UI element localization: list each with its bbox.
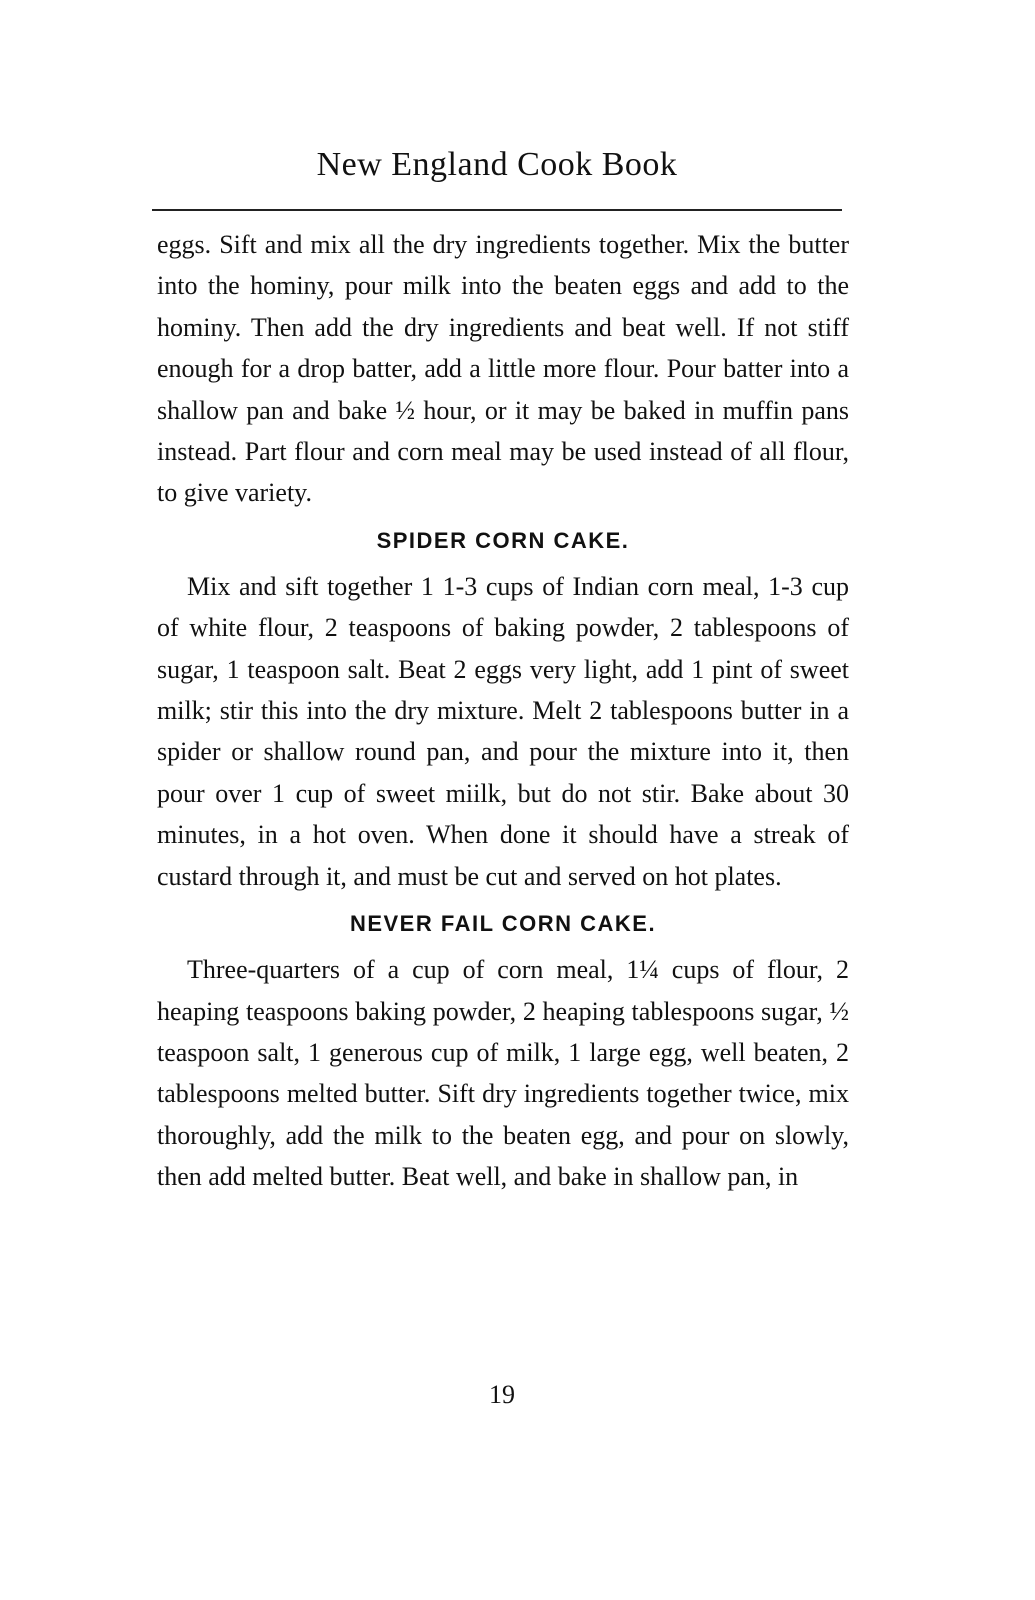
recipe-text-never-fail-corn-cake: Three-quarters of a cup of corn meal, 1¼ cups of flour, 2 heaping teaspoons baking powder, 2 heaping tablespoons sugar, ½ teaspoon salt, 1 generous cup of milk, 1 large egg, well beaten, 2 tablespoons melted butter. Sift dry ingredients together twice, mix thoroughly, add the milk to the beaten egg, and pour on slowly, then add melted butter. Beat well, and bake in shallow pan, in: [157, 955, 849, 1192]
header-rule: [152, 209, 842, 211]
page-text-block: [157, 224, 849, 1198]
recipe-title-spider-corn-cake: SPIDER CORN CAKE.: [376, 527, 630, 553]
continued-paragraph: eggs. Sift and mix all the dry ingredients together. Mix the butter into the hominy, pour milk into the beaten eggs and add to the hominy. Then add the dry ingredients and beat well. If not stiff enough for a drop batter, add a little more flour. Pour batter into a shallow pan and bake ½ hour, or it may be baked in muffin pans instead. Part flour and corn meal may be used instead of all flour, to give variety.: [157, 230, 849, 508]
running-head-title: New England Cook Book: [316, 146, 678, 183]
page-number: 19: [489, 1380, 515, 1409]
recipe-title-never-fail-corn-cake: NEVER FAIL CORN CAKE.: [349, 911, 657, 937]
recipe-text-spider-corn-cake: Mix and sift together 1 1-3 cups of Indian corn meal, 1-3 cup of white flour, 2 teaspoons of baking powder, 2 tablespoons of sugar, 1 teaspoon salt. Beat 2 eggs very light, add 1 pint of sweet milk; stir this into the dry mixture. Melt 2 tablespoons butter in a spider or shallow round pan, and pour the mixture into it, then pour over 1 cup of sweet miilk, but do not stir. Bake about 30 minutes, in a hot oven. When done it should have a streak of custard through it, and must be cut and served on hot plates.: [157, 571, 849, 891]
